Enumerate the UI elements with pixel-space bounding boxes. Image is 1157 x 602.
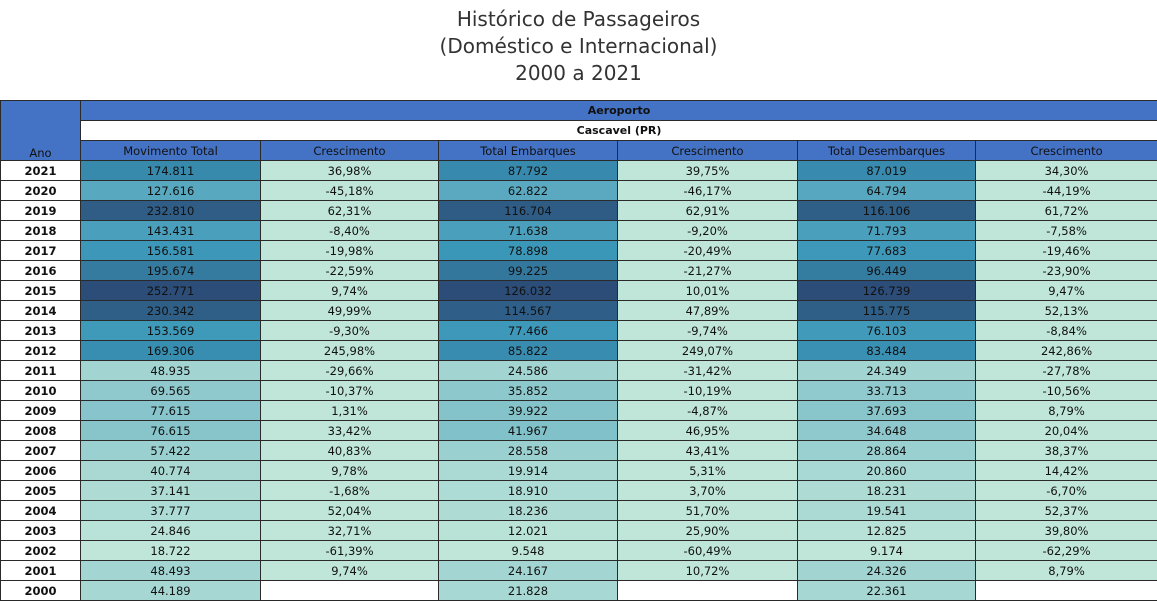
table-row — [1, 221, 1157, 241]
total-embarques-cell: 62.822 — [439, 181, 618, 201]
total-desembarques-cell: 64.794 — [798, 181, 976, 201]
year-cell: 2003 — [1, 521, 81, 541]
crescimento-total-cell: -61,39% — [261, 541, 439, 561]
crescimento-desembarques-cell: 52,13% — [976, 301, 1157, 321]
airport-name-header: Cascavel (PR) — [81, 121, 1157, 141]
crescimento-desembarques-cell: 52,37% — [976, 501, 1157, 521]
total-desembarques-cell: 19.541 — [798, 501, 976, 521]
total-embarques-cell: 18.236 — [439, 501, 618, 521]
crescimento-total-cell: -29,66% — [261, 361, 439, 381]
year-cell: 2020 — [1, 181, 81, 201]
crescimento-total-cell: -19,98% — [261, 241, 439, 261]
title-line-2: (Doméstico e Internacional) — [439, 34, 718, 58]
crescimento-embarques-cell: -10,19% — [618, 381, 798, 401]
year-cell: 2009 — [1, 401, 81, 421]
year-column-header: Ano — [1, 101, 81, 161]
crescimento-embarques-cell: 10,72% — [618, 561, 798, 581]
crescimento-embarques-cell: -31,42% — [618, 361, 798, 381]
movimento-total-cell: 143.431 — [81, 221, 261, 241]
total-embarques-cell: 28.558 — [439, 441, 618, 461]
crescimento-desembarques-cell: -7,58% — [976, 221, 1157, 241]
total-embarques-cell: 19.914 — [439, 461, 618, 481]
crescimento-total-cell: 52,04% — [261, 501, 439, 521]
movimento-total-cell: 77.615 — [81, 401, 261, 421]
total-embarques-cell: 85.822 — [439, 341, 618, 361]
year-cell: 2005 — [1, 481, 81, 501]
table-row — [1, 541, 1157, 561]
total-embarques-cell: 39.922 — [439, 401, 618, 421]
column-header-crescimento-embarques: Crescimento — [618, 141, 798, 161]
total-embarques-cell: 116.704 — [439, 201, 618, 221]
year-cell: 2014 — [1, 301, 81, 321]
table-row — [1, 161, 1157, 181]
crescimento-desembarques-cell: 61,72% — [976, 201, 1157, 221]
column-header-crescimento-desembarques: Crescimento — [976, 141, 1157, 161]
crescimento-total-cell: -1,68% — [261, 481, 439, 501]
total-desembarques-cell: 22.361 — [798, 581, 976, 601]
crescimento-total-cell: 1,31% — [261, 401, 439, 421]
total-embarques-cell: 77.466 — [439, 321, 618, 341]
movimento-total-cell: 153.569 — [81, 321, 261, 341]
column-header-total-embarques: Total Embarques — [439, 141, 618, 161]
movimento-total-cell: 37.141 — [81, 481, 261, 501]
year-cell: 2007 — [1, 441, 81, 461]
crescimento-total-cell: 32,71% — [261, 521, 439, 541]
crescimento-desembarques-cell: -62,29% — [976, 541, 1157, 561]
movimento-total-cell: 156.581 — [81, 241, 261, 261]
crescimento-desembarques-cell: 20,04% — [976, 421, 1157, 441]
total-desembarques-cell: 126.739 — [798, 281, 976, 301]
total-embarques-cell: 78.898 — [439, 241, 618, 261]
total-desembarques-cell: 116.106 — [798, 201, 976, 221]
year-cell: 2008 — [1, 421, 81, 441]
crescimento-desembarques-cell: -8,84% — [976, 321, 1157, 341]
year-cell: 2015 — [1, 281, 81, 301]
movimento-total-cell: 230.342 — [81, 301, 261, 321]
crescimento-total-cell: 36,98% — [261, 161, 439, 181]
movimento-total-cell: 18.722 — [81, 541, 261, 561]
column-header-movimento-total: Movimento Total — [81, 141, 261, 161]
crescimento-total-cell: -9,30% — [261, 321, 439, 341]
year-cell: 2011 — [1, 361, 81, 381]
crescimento-embarques-cell: 43,41% — [618, 441, 798, 461]
crescimento-embarques-cell: 51,70% — [618, 501, 798, 521]
crescimento-embarques-cell: 249,07% — [618, 341, 798, 361]
total-desembarques-cell: 24.326 — [798, 561, 976, 581]
total-desembarques-cell: 34.648 — [798, 421, 976, 441]
crescimento-embarques-cell: 25,90% — [618, 521, 798, 541]
crescimento-embarques-cell: 39,75% — [618, 161, 798, 181]
table-row — [1, 501, 1157, 521]
table-row — [1, 381, 1157, 401]
crescimento-desembarques-cell: 9,47% — [976, 281, 1157, 301]
total-desembarques-cell: 83.484 — [798, 341, 976, 361]
crescimento-desembarques-cell: -10,56% — [976, 381, 1157, 401]
crescimento-total-cell — [261, 581, 439, 601]
table-row — [1, 261, 1157, 281]
crescimento-total-cell: 9,74% — [261, 281, 439, 301]
table-row — [1, 581, 1157, 601]
movimento-total-cell: 252.771 — [81, 281, 261, 301]
crescimento-embarques-cell: -46,17% — [618, 181, 798, 201]
table-row — [1, 301, 1157, 321]
year-cell: 2013 — [1, 321, 81, 341]
table-row — [1, 241, 1157, 261]
total-embarques-cell: 71.638 — [439, 221, 618, 241]
title-line-1: Histórico de Passageiros — [456, 7, 701, 31]
table-row — [1, 321, 1157, 341]
crescimento-desembarques-cell: -19,46% — [976, 241, 1157, 261]
total-desembarques-cell: 76.103 — [798, 321, 976, 341]
year-cell: 2002 — [1, 541, 81, 561]
year-cell: 2019 — [1, 201, 81, 221]
movimento-total-cell: 37.777 — [81, 501, 261, 521]
crescimento-total-cell: 40,83% — [261, 441, 439, 461]
movimento-total-cell: 48.493 — [81, 561, 261, 581]
movimento-total-cell: 48.935 — [81, 361, 261, 381]
crescimento-desembarques-cell: 14,42% — [976, 461, 1157, 481]
crescimento-embarques-cell: 3,70% — [618, 481, 798, 501]
crescimento-total-cell: 62,31% — [261, 201, 439, 221]
movimento-total-cell: 76.615 — [81, 421, 261, 441]
crescimento-desembarques-cell: -23,90% — [976, 261, 1157, 281]
table-row — [1, 201, 1157, 221]
year-cell: 2000 — [1, 581, 81, 601]
total-embarques-cell: 24.586 — [439, 361, 618, 381]
crescimento-desembarques-cell: 242,86% — [976, 341, 1157, 361]
total-embarques-cell: 41.967 — [439, 421, 618, 441]
passenger-table — [0, 100, 1157, 601]
crescimento-desembarques-cell: -6,70% — [976, 481, 1157, 501]
year-cell: 2021 — [1, 161, 81, 181]
crescimento-embarques-cell: 47,89% — [618, 301, 798, 321]
table-body — [1, 161, 1157, 601]
year-cell: 2012 — [1, 341, 81, 361]
movimento-total-cell: 40.774 — [81, 461, 261, 481]
crescimento-embarques-cell: -9,74% — [618, 321, 798, 341]
year-cell: 2006 — [1, 461, 81, 481]
crescimento-embarques-cell: 10,01% — [618, 281, 798, 301]
chart-title — [0, 0, 1157, 100]
crescimento-embarques-cell: -21,27% — [618, 261, 798, 281]
movimento-total-cell: 127.616 — [81, 181, 261, 201]
crescimento-desembarques-cell: 38,37% — [976, 441, 1157, 461]
movimento-total-cell: 69.565 — [81, 381, 261, 401]
crescimento-total-cell: -22,59% — [261, 261, 439, 281]
crescimento-total-cell: 49,99% — [261, 301, 439, 321]
crescimento-embarques-cell: -4,87% — [618, 401, 798, 421]
movimento-total-cell: 44.189 — [81, 581, 261, 601]
total-desembarques-cell: 77.683 — [798, 241, 976, 261]
crescimento-embarques-cell: -9,20% — [618, 221, 798, 241]
crescimento-total-cell: 33,42% — [261, 421, 439, 441]
year-cell: 2017 — [1, 241, 81, 261]
table-row — [1, 401, 1157, 421]
movimento-total-cell: 57.422 — [81, 441, 261, 461]
total-embarques-cell: 35.852 — [439, 381, 618, 401]
table-row — [1, 561, 1157, 581]
crescimento-desembarques-cell: 8,79% — [976, 401, 1157, 421]
table-row — [1, 281, 1157, 301]
total-desembarques-cell: 18.231 — [798, 481, 976, 501]
movimento-total-cell: 24.846 — [81, 521, 261, 541]
total-desembarques-cell: 115.775 — [798, 301, 976, 321]
crescimento-total-cell: -8,40% — [261, 221, 439, 241]
total-desembarques-cell: 37.693 — [798, 401, 976, 421]
crescimento-embarques-cell: 46,95% — [618, 421, 798, 441]
total-desembarques-cell: 20.860 — [798, 461, 976, 481]
total-desembarques-cell: 9.174 — [798, 541, 976, 561]
total-embarques-cell: 21.828 — [439, 581, 618, 601]
crescimento-embarques-cell: 5,31% — [618, 461, 798, 481]
table-row — [1, 441, 1157, 461]
total-desembarques-cell: 96.449 — [798, 261, 976, 281]
movimento-total-cell: 169.306 — [81, 341, 261, 361]
crescimento-total-cell: 245,98% — [261, 341, 439, 361]
year-cell: 2001 — [1, 561, 81, 581]
total-embarques-cell: 24.167 — [439, 561, 618, 581]
crescimento-embarques-cell — [618, 581, 798, 601]
total-embarques-cell: 12.021 — [439, 521, 618, 541]
total-embarques-cell: 99.225 — [439, 261, 618, 281]
movimento-total-cell: 232.810 — [81, 201, 261, 221]
movimento-total-cell: 195.674 — [81, 261, 261, 281]
total-embarques-cell: 126.032 — [439, 281, 618, 301]
airport-group-header: Aeroporto — [81, 101, 1157, 121]
table-row — [1, 481, 1157, 501]
total-desembarques-cell: 87.019 — [798, 161, 976, 181]
total-desembarques-cell: 28.864 — [798, 441, 976, 461]
crescimento-total-cell: -45,18% — [261, 181, 439, 201]
table-row — [1, 421, 1157, 441]
total-embarques-cell: 9.548 — [439, 541, 618, 561]
crescimento-desembarques-cell: -44,19% — [976, 181, 1157, 201]
year-cell: 2010 — [1, 381, 81, 401]
title-line-3: 2000 a 2021 — [515, 61, 642, 85]
crescimento-total-cell: 9,78% — [261, 461, 439, 481]
crescimento-total-cell: 9,74% — [261, 561, 439, 581]
movimento-total-cell: 174.811 — [81, 161, 261, 181]
table-row — [1, 181, 1157, 201]
table-row — [1, 361, 1157, 381]
year-cell: 2016 — [1, 261, 81, 281]
total-desembarques-cell: 71.793 — [798, 221, 976, 241]
table-row — [1, 521, 1157, 541]
total-embarques-cell: 18.910 — [439, 481, 618, 501]
crescimento-total-cell: -10,37% — [261, 381, 439, 401]
total-desembarques-cell: 12.825 — [798, 521, 976, 541]
crescimento-desembarques-cell: 8,79% — [976, 561, 1157, 581]
crescimento-embarques-cell: -60,49% — [618, 541, 798, 561]
total-desembarques-cell: 33.713 — [798, 381, 976, 401]
crescimento-desembarques-cell: 34,30% — [976, 161, 1157, 181]
total-embarques-cell: 87.792 — [439, 161, 618, 181]
table-row — [1, 461, 1157, 481]
crescimento-desembarques-cell: 39,80% — [976, 521, 1157, 541]
year-cell: 2004 — [1, 501, 81, 521]
column-header-total-desembarques: Total Desembarques — [798, 141, 976, 161]
total-embarques-cell: 114.567 — [439, 301, 618, 321]
crescimento-embarques-cell: -20,49% — [618, 241, 798, 261]
crescimento-embarques-cell: 62,91% — [618, 201, 798, 221]
column-header-crescimento-total: Crescimento — [261, 141, 439, 161]
crescimento-desembarques-cell — [976, 581, 1157, 601]
total-desembarques-cell: 24.349 — [798, 361, 976, 381]
year-cell: 2018 — [1, 221, 81, 241]
table-row — [1, 341, 1157, 361]
crescimento-desembarques-cell: -27,78% — [976, 361, 1157, 381]
